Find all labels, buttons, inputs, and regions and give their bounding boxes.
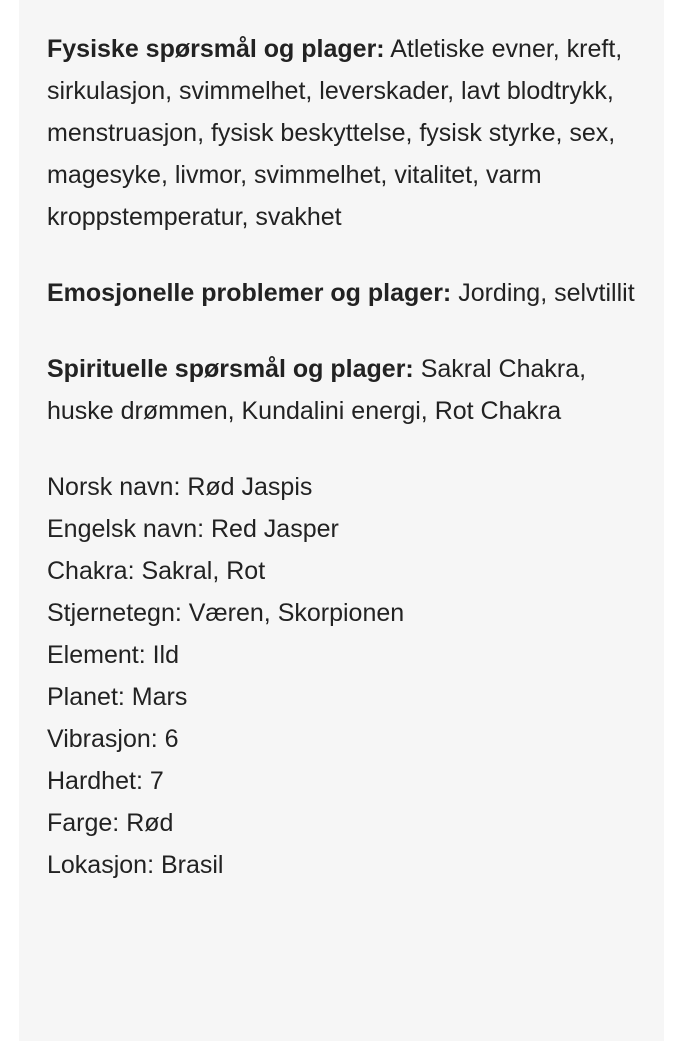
info-planet: Planet: Mars <box>47 683 188 711</box>
info-english-name: Engelsk navn: Red Jasper <box>47 515 339 543</box>
info-location: Lokasjon: Brasil <box>47 851 224 879</box>
physical-label: Fysiske spørsmål og plager: <box>47 35 385 63</box>
info-hardness: Hardhet: 7 <box>47 767 164 795</box>
info-color: Farge: Rød <box>47 809 174 837</box>
info-chakra: Chakra: Sakral, Rot <box>47 557 266 585</box>
stone-info-list <box>47 466 644 886</box>
info-vibration: Vibrasjon: 6 <box>47 725 179 753</box>
info-norwegian-name: Norsk navn: Rød Jaspis <box>47 473 313 501</box>
content-panel <box>19 0 664 1041</box>
emotional-section <box>47 272 644 314</box>
physical-text: Atletiske evner, kreft, sirkulasjon, svimmelhet, leverskader, lavt blodtrykk, menstruasjon, fysisk beskyttelse, fysisk styrke, sex, magesyke, livmor, svimmelhet, vitalitet, varm kroppstemperatur, svakhet <box>47 35 623 231</box>
spiritual-section <box>47 348 644 432</box>
info-zodiac: Stjernetegn: Væren, Skorpionen <box>47 599 405 627</box>
emotional-label: Emosjonelle problemer og plager: <box>47 279 452 307</box>
emotional-text: Jording, selvtillit <box>458 279 635 307</box>
physical-section <box>47 28 644 238</box>
spiritual-text: Sakral Chakra, huske drømmen, Kundalini energi, Rot Chakra <box>47 355 587 425</box>
spiritual-label: Spirituelle spørsmål og plager: <box>47 355 414 383</box>
info-element: Element: Ild <box>47 641 180 669</box>
